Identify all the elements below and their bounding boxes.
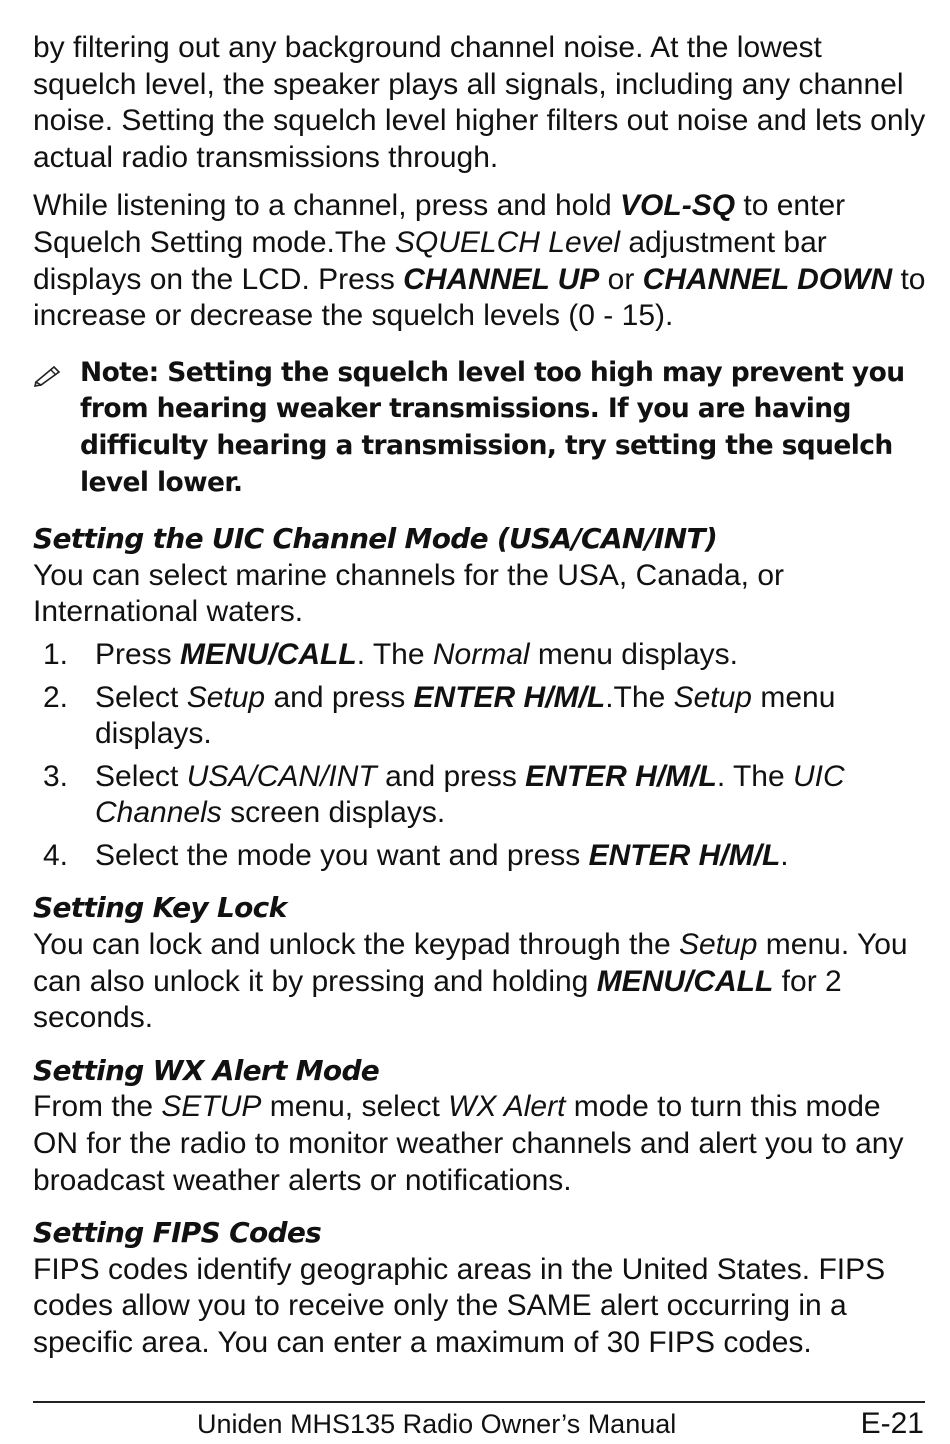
uic-steps-list <box>33 637 928 875</box>
wx-alert-paragraph: From the SETUP menu, select WX Alert mode to turn this mode ON for the radio to monitor weather channels and alert you to any broadcast weather alerts or notifications. <box>33 1090 904 1197</box>
uic-intro: You can select marine channels for the USA, Canada, or International waters. <box>33 558 784 629</box>
intro-paragraph: by filtering out any background channel noise. At the lowest squelch level, the speaker plays all signals, including any channel noise. Setting the squelch level higher filters out noise and lets only actual radio transmissions through. <box>33 31 926 174</box>
uic-heading: Setting the UIC Channel Mode (USA/CAN/INT) <box>33 522 718 556</box>
squelch-level-term: SQUELCH Level <box>394 225 620 259</box>
page-number: E-21 <box>860 1407 924 1440</box>
keylock-heading: Setting Key Lock <box>33 891 287 925</box>
keylock-paragraph: You can lock and unlock the keypad through the Setup menu. You can also unlock it by pressing and holding MENU/CALL for 2 seconds. <box>33 928 908 1035</box>
note-text: Note: Setting the squelch level too high may prevent you from hearing weaker transmissions. If you are having difficulty hearing a transmission, try setting the squelch level lower. <box>80 356 905 498</box>
footer-title: Uniden MHS135 Radio Owner’s Manual <box>197 1409 677 1439</box>
wx-alert-heading: Setting WX Alert Mode <box>33 1053 380 1087</box>
fips-heading: Setting FIPS Codes <box>33 1216 322 1250</box>
note-block <box>33 355 928 501</box>
fips-paragraph: FIPS codes identify geographic areas in the United States. FIPS codes allow you to receive only the SAME alert occurring in a specific area. You can enter a maximum of 30 FIPS codes. <box>33 1252 886 1359</box>
pencil-note-icon <box>33 361 63 387</box>
channel-down-key: CHANNEL DOWN <box>642 262 893 296</box>
manual-page <box>33 30 928 1362</box>
list-item: 3. Select USA/CAN/INT and press ENTER H/M/L. The UIC Channels screen displays. <box>43 759 845 830</box>
list-item: 1. Press MENU/CALL. The Normal menu displays. <box>43 637 738 671</box>
footer-divider <box>33 1401 925 1403</box>
list-item: 4. Select the mode you want and press ENTER H/M/L. <box>43 838 789 872</box>
vol-sq-key: VOL-SQ <box>620 189 736 223</box>
squelch-paragraph: While listening to a channel, press and hold VOL-SQ to enter Squelch Setting mode.The SQUELCH Level adjustment bar displays on the LCD. Press CHANNEL UP or CHANNEL DOWN to increase or decrease the squelch levels (0 - 15). <box>33 189 926 333</box>
channel-up-key: CHANNEL UP <box>403 262 600 296</box>
list-item: 2. Select Setup and press ENTER H/M/L.The Setup menu displays. <box>43 680 836 751</box>
